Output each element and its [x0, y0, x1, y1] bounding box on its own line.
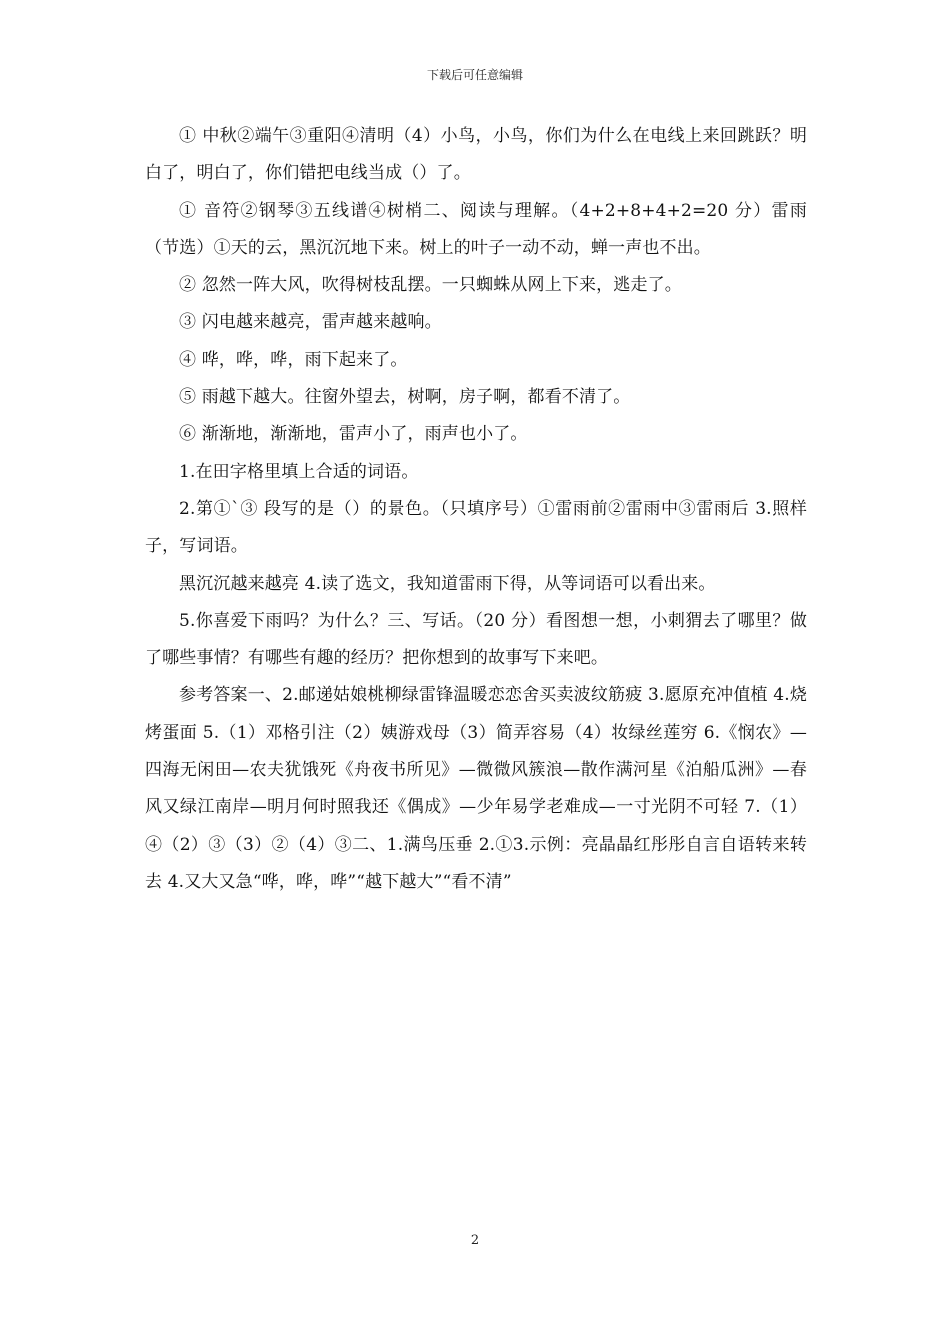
- paragraph-5: ④ 哗，哗，哗，雨下起来了。: [179, 349, 408, 370]
- answer-key-paragraph: 参考答案一、2.邮递姑娘桃柳绿雷锋温暖恋恋舍买卖波纹筋疲 3.愿原充冲值植 4.烧烤蛋面 5.（1）邓格引注（2）姨游戏母（3）简弄容易（4）妆绿丝莲穷 6.《悯农》—四海无闲田—农夫犹饿死《舟夜书所见》—微微风簇浪—散作满河星《泊船瓜洲》—春风又绿江南岸—明月何时照我还《偶成》—少年易学老难成—一寸光阴不可轻 7.（1）④（2）③（3）②（4）③二、1.满鸟压垂 2.①3.示例：亮晶晶红彤彤自言自语转来转去 4.又大又急“哗，哗，哗”“越下越大”“看不清”: [145, 685, 807, 892]
- paragraph-11: 5.你喜爱下雨吗？为什么？三、写话。（20 分）看图想一想，小刺猬去了哪里？做了哪些事情？有哪些有趣的经历？把你想到的故事写下来吧。: [145, 610, 807, 669]
- paragraph-3: ② 忽然一阵大风，吹得树枝乱摆。一只蜘蛛从网上下来，逃走了。: [179, 275, 682, 296]
- page-header: 下载后可任意编辑: [426, 68, 523, 82]
- paragraph-9: 2.第①`③ 段写的是（）的景色。（只填序号）①雷雨前②雷雨中③雷雨后 3.照样子，写词语。: [145, 498, 807, 557]
- paragraph-7: ⑥ 渐渐地，渐渐地，雷声小了，雨声也小了。: [179, 424, 528, 445]
- paragraph-10: 黑沉沉越来越亮 4.读了选文，我知道雷雨下得，从等词语可以看出来。: [179, 573, 716, 594]
- page-number: 2: [470, 1233, 480, 1248]
- paragraph-8: 1.在田字格里填上合适的词语。: [179, 461, 419, 482]
- paragraph-6: ⑤ 雨越下越大。往窗外望去，树啊，房子啊，都看不清了。: [179, 387, 631, 408]
- paragraph-1: ① 中秋②端午③重阳④清明（4）小鸟，小鸟，你们为什么在电线上来回跳跃？明白了，明白了，你们错把电线当成（）了。: [145, 126, 807, 184]
- document-body: [145, 118, 807, 901]
- paragraph-4: ③ 闪电越来越亮，雷声越来越响。: [179, 312, 442, 333]
- paragraph-2: ① 音符②钢琴③五线谱④树梢二、阅读与理解。（4+2+8+4+2=20 分）雷雨（节选）①天的云，黑沉沉地下来。树上的叶子一动不动，蝉一声也不出。: [145, 200, 807, 258]
